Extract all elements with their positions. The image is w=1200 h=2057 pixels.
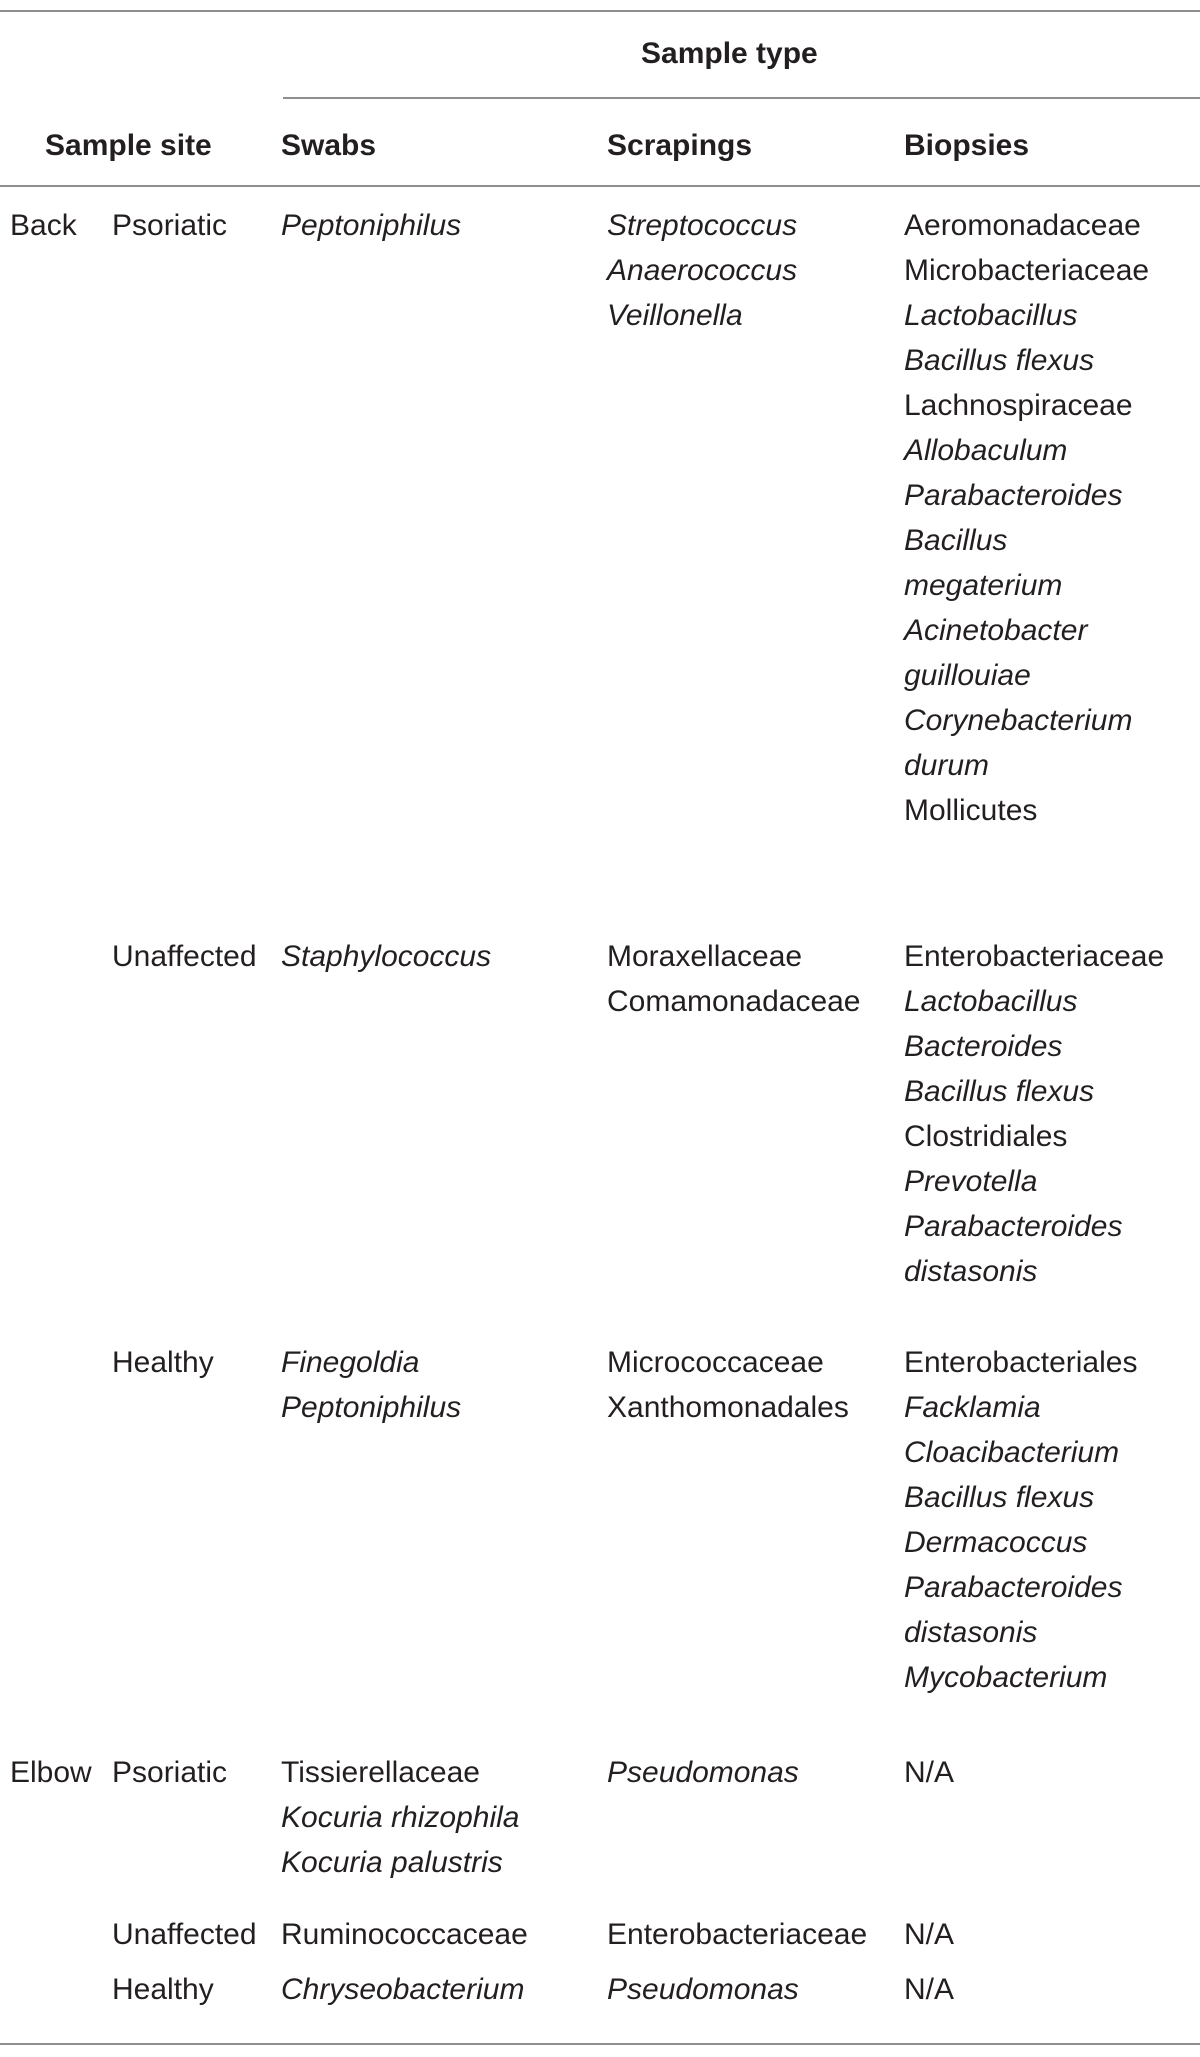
biopsies-entry: Prevotella (904, 1165, 1038, 1198)
sample-site-cell (10, 203, 77, 248)
biopsies-entry: Lactobacillus (904, 299, 1078, 332)
scrapings-entry: Enterobacteriaceae (607, 1918, 868, 1951)
condition-cell (112, 1912, 257, 1957)
swabs-cell (281, 1340, 461, 1430)
scrapings-cell (607, 203, 797, 338)
biopsies-cell (904, 1912, 954, 1957)
scrapings-cell (607, 1912, 867, 1957)
condition-cell (112, 1967, 214, 2012)
biopsies-entry: N/A (904, 1973, 955, 2006)
condition-cell (112, 1750, 227, 1795)
sample-site-header: Sample site (45, 129, 212, 162)
swabs-cell (281, 1967, 524, 2012)
site-entry: Back (10, 209, 77, 242)
biopsies-entry: Clostridiales (904, 1120, 1068, 1153)
biopsies-entry: Bacillus flexus (904, 344, 1095, 377)
biopsies-entry: N/A (904, 1756, 955, 1789)
swabs-entry: Ruminococcaceae (281, 1918, 528, 1951)
biopsies-entry: Aeromonadaceae (904, 209, 1141, 242)
condition-cell (112, 934, 257, 979)
scrapings-entry: Comamonadaceae (607, 985, 861, 1018)
biopsies-entry: Enterobacteriaceae (904, 940, 1165, 973)
biopsies-cell (904, 203, 1149, 833)
biopsies-entry: guillouiae (904, 659, 1031, 692)
swabs-entry: Peptoniphilus (281, 1391, 462, 1424)
biopsies-entry: Bacillus (904, 524, 1008, 557)
biopsies-entry: Lactobacillus (904, 985, 1078, 1018)
biopsies-entry: durum (904, 749, 990, 782)
swabs-cell (281, 1912, 528, 1957)
swabs-cell (281, 1750, 519, 1885)
biopsies-cell (904, 1750, 954, 1795)
scrapings-entry: Moraxellaceae (607, 940, 803, 973)
scrapings-entry: Pseudomonas (607, 1756, 799, 1789)
condition-cell (112, 203, 227, 248)
swabs-cell (281, 934, 491, 979)
swabs-cell (281, 203, 461, 248)
scrapings-cell (607, 1967, 799, 2012)
biopsies-entry: Cloacibacterium (904, 1436, 1120, 1469)
scrapings-entry: Xanthomonadales (607, 1391, 849, 1424)
swabs-entry: Peptoniphilus (281, 209, 462, 242)
swabs-header: Swabs (281, 129, 377, 162)
condition-cell (112, 1340, 214, 1385)
biopsies-entry: Facklamia (904, 1391, 1041, 1424)
biopsies-cell (904, 1340, 1137, 1700)
scrapings-entry: Streptococcus (607, 209, 798, 242)
biopsies-entry: Enterobacteriales (904, 1346, 1138, 1379)
swabs-entry: Chryseobacterium (281, 1973, 525, 2006)
scrapings-entry: Pseudomonas (607, 1973, 799, 2006)
sample-site-cell (10, 1750, 92, 1795)
sample-type-header: Sample type (641, 37, 818, 70)
scrapings-entry: Micrococcaceae (607, 1346, 824, 1379)
condition-entry: Unaffected (112, 1918, 257, 1951)
sample-type-group-rule (283, 97, 1200, 99)
biopsies-entry: Bacillus flexus (904, 1481, 1095, 1514)
condition-entry: Psoriatic (112, 209, 228, 242)
scrapings-entry: Veillonella (607, 299, 743, 332)
condition-entry: Healthy (112, 1973, 214, 2006)
biopsies-cell (904, 1967, 954, 2012)
biopsies-entry: Bacteroides (904, 1030, 1063, 1063)
biopsies-entry: distasonis (904, 1255, 1038, 1288)
condition-entry: Healthy (112, 1346, 214, 1379)
biopsies-header: Biopsies (904, 129, 1030, 162)
swabs-entry: Finegoldia (281, 1346, 420, 1379)
biopsies-entry: Mycobacterium (904, 1661, 1108, 1694)
biopsies-entry: Dermacoccus (904, 1526, 1088, 1559)
biopsies-entry: Allobaculum (904, 434, 1068, 467)
condition-entry: Psoriatic (112, 1756, 228, 1789)
biopsies-entry: distasonis (904, 1616, 1038, 1649)
biopsies-entry: Bacillus flexus (904, 1075, 1095, 1108)
swabs-entry: Staphylococcus (281, 940, 492, 973)
swabs-entry: Tissierellaceae (281, 1756, 480, 1789)
biopsies-entry: Microbacteriaceae (904, 254, 1150, 287)
swabs-entry: Kocuria palustris (281, 1846, 503, 1879)
table-top-rule (0, 10, 1200, 12)
header-bottom-rule (0, 185, 1200, 187)
biopsies-entry: Acinetobacter (904, 614, 1088, 647)
biopsies-entry: Mollicutes (904, 794, 1038, 827)
biopsies-entry: Parabacteroides (904, 479, 1123, 512)
biopsies-entry: Lachnospiraceae (904, 389, 1133, 422)
scrapings-cell (607, 1750, 799, 1795)
condition-entry: Unaffected (112, 940, 257, 973)
biopsies-entry: Parabacteroides (904, 1571, 1123, 1604)
table-bottom-rule (0, 2043, 1200, 2045)
biopsies-entry: Corynebacterium (904, 704, 1133, 737)
biopsies-entry: Parabacteroides (904, 1210, 1123, 1243)
scrapings-cell (607, 1340, 849, 1430)
scrapings-cell (607, 934, 861, 1024)
scrapings-header: Scrapings (607, 129, 753, 162)
biopsies-cell (904, 934, 1164, 1294)
biopsies-entry: megaterium (904, 569, 1063, 602)
site-entry: Elbow (10, 1756, 92, 1789)
swabs-entry: Kocuria rhizophila (281, 1801, 520, 1834)
scrapings-entry: Anaerococcus (607, 254, 798, 287)
biopsies-entry: N/A (904, 1918, 955, 1951)
